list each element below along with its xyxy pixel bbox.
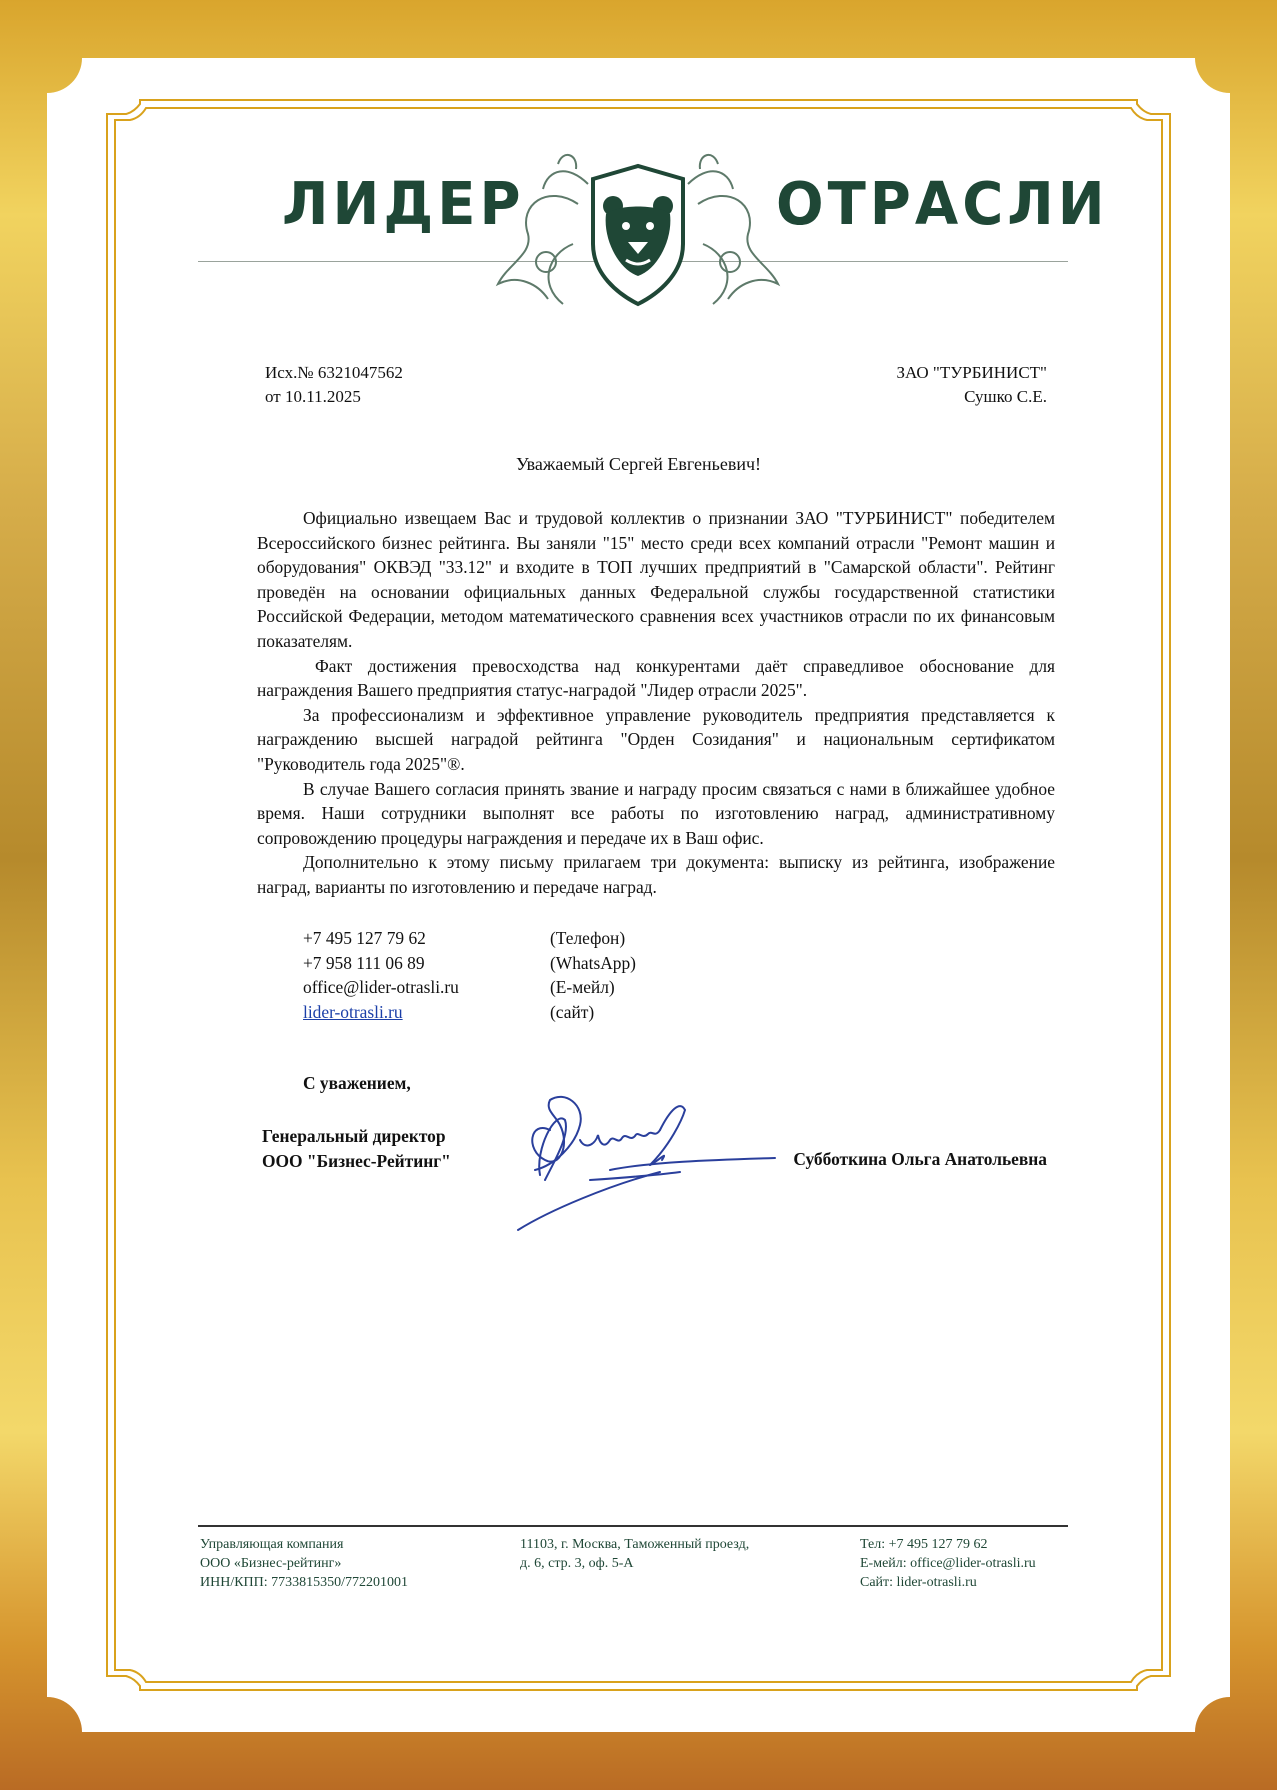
recipient-meta <box>896 361 1047 409</box>
contact-row-whatsapp <box>303 951 636 976</box>
contact-row-email <box>303 975 636 1000</box>
footer-divider <box>198 1525 1068 1527</box>
footer-line: 11103, г. Москва, Таможенный проезд, <box>520 1537 750 1552</box>
contact-row-site <box>303 1000 636 1025</box>
footer-line: ИНН/КПП: 7733815350/772201001 <box>200 1575 409 1590</box>
bear-shield-emblem-icon <box>488 144 788 316</box>
logo-word-right: ОТРАСЛИ <box>776 170 1109 239</box>
signer-name: Субботкина Ольга Анатольевна <box>793 1149 1047 1169</box>
outgoing-number: Исх.№ 6321047562 <box>265 363 403 382</box>
contact-row-phone <box>303 926 636 951</box>
recipient-company: ЗАО "ТУРБИНИСТ" <box>896 363 1047 382</box>
footer-contacts <box>860 1535 1036 1592</box>
letter-date: от 10.11.2025 <box>265 387 361 406</box>
phone-value: +7 495 127 79 62 <box>303 928 426 948</box>
position-line-2: ООО "Бизнес-Рейтинг" <box>262 1151 451 1171</box>
body-paragraph: Официально извещаем Вас и трудовой коллектив о признании ЗАО "ТУРБИНИСТ" победителем Всероссийского бизнес рейтинга. Вы заняли "15" место среди всех компаний отрасли "Ремонт машин и оборудования" ОКВЭД "33.12" и входите в ТОП лучших предприятий в "Самарской области". Рейтинг проведён на основании официальных данных Федеральной службы государственной статистики Российской Федерации, методом математического сравнения всех участников отрасли по их финансовым показателям. <box>257 508 1055 651</box>
signer-position <box>262 1124 451 1174</box>
email-label: (Е-мейл) <box>550 977 615 998</box>
letter-body <box>257 506 1055 900</box>
footer-address <box>520 1535 749 1573</box>
whatsapp-label: (WhatsApp) <box>550 952 636 973</box>
footer-line: Тел: +7 495 127 79 62 <box>860 1537 988 1552</box>
body-paragraph: Дополнительно к этому письму прилагаем три документа: выписку из рейтинга, изображение наград, варианты по изготовлению и передаче наград. <box>257 852 1055 897</box>
footer-company <box>200 1535 408 1592</box>
logo-word-left: ЛИДЕР <box>282 170 525 239</box>
footer-line: Управляющая компания <box>200 1537 344 1552</box>
greeting: Уважаемый Сергей Евгеньевич! <box>515 454 762 474</box>
email-value: office@lider-otrasli.ru <box>303 977 459 998</box>
whatsapp-value: +7 958 111 06 89 <box>303 952 425 973</box>
website-label: (сайт) <box>550 1001 595 1022</box>
position-line-1: Генеральный директор <box>262 1126 446 1146</box>
footer-line: ООО «Бизнес-рейтинг» <box>200 1556 342 1571</box>
recipient-person: Сушко С.Е. <box>964 387 1047 406</box>
body-paragraph: За профессионализм и эффективное управление руководитель предприятия представляется к награждению высшей наградой рейтинга "Орден Созидания" и национальным сертификатом "Руководитель года 2025"®. <box>257 704 1055 774</box>
regards-text: С уважением, <box>303 1073 411 1093</box>
body-paragraph: В случае Вашего согласия принять звание и награду просим связаться с нами в ближайшее удобное время. Наши сотрудники выполнят все работы по изготовлению наград, административному сопровождению процедуры награждения и передаче их в Ваш офис. <box>257 778 1055 848</box>
body-paragraph: Факт достижения превосходства над конкурентами даёт справедливое обоснование для награждения Вашего предприятия статус-наградой "Лидер отрасли 2025". <box>257 655 1055 701</box>
website-link[interactable]: lider-otrasli.ru <box>303 1001 403 1022</box>
outgoing-meta <box>265 361 403 409</box>
footer-line: Е-мейл: office@lider-otrasli.ru <box>860 1556 1036 1571</box>
handwritten-signature <box>510 1090 780 1240</box>
footer-line: д. 6, стр. 3, оф. 5-А <box>520 1556 634 1571</box>
footer-line: Сайт: lider-otrasli.ru <box>860 1575 977 1590</box>
contacts-block <box>303 926 636 1024</box>
phone-label: (Телефон) <box>550 928 626 948</box>
